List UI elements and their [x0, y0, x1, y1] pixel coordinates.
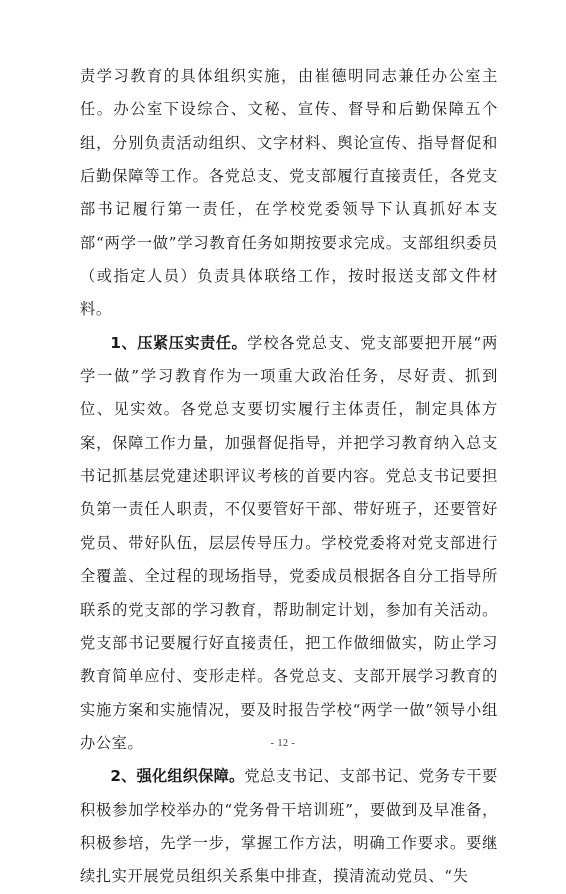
- paragraph-responsibility: [80, 327, 498, 760]
- paragraph-responsibility-text: 学校各党总支、党支部要把开展“两学一做”学习教育作为一项重大政治任务，尽好责、抓到位、见实效。各党总支要切实履行主体责任，制定具体方案，保障工作力量，加强督促指导，并把学习教育纳入总支书记抓基层党建述职评议考核的首要内容。党总支书记要担负第一责任人职责，不仅要管好干部、带好班子，还要管好党员、带好队伍，层层传导压力。学校党委将对党支部进行全覆盖、全过程的现场指导，党委成员根据各自分工指导所联系的党支部的学习教育，帮助制定计划，参加有关活动。党支部书记要履行好直接责任，把工作做细做实，防止学习教育简单应付、变形走样。各党总支、支部开展学习教育的实施方案和实施情况，要及时报告学校“两学一做”领导小组办公室。: [80, 333, 498, 752]
- page-number: - 12 -: [270, 738, 296, 749]
- heading-organization: 2、强化组织保障。: [110, 767, 245, 786]
- heading-responsibility: 1、压紧压实责任。: [110, 333, 248, 352]
- document-body: [80, 60, 498, 894]
- paragraph-intro: 责学习教育的具体组织实施，由崔德明同志兼任办公室主任。办公室下设综合、文秘、宣传、督导和后勤保障五个组，分别负责活动组织、文字材料、舆论宣传、指导督促和后勤保障等工作。各党总支、党支部履行直接责任，各党支部书记履行第一责任，在学校党委领导下认真抓好本支部“两学一做”学习教育任务如期按要求完成。支部组织委员（或指定人员）负责具体联络工作，按时报送支部文件材料。: [80, 67, 498, 319]
- paragraph-organization: [80, 760, 498, 893]
- paragraph-organization-text: 党总支书记、支部书记、党务专干要积极参加学校举办的“党务骨干培训班”，要做到及早准备，积极参培，先学一步，掌握工作方法，明确工作要求。要继续扎实开展党员组织关系集中排查，摸清流动党员、“失: [80, 767, 498, 886]
